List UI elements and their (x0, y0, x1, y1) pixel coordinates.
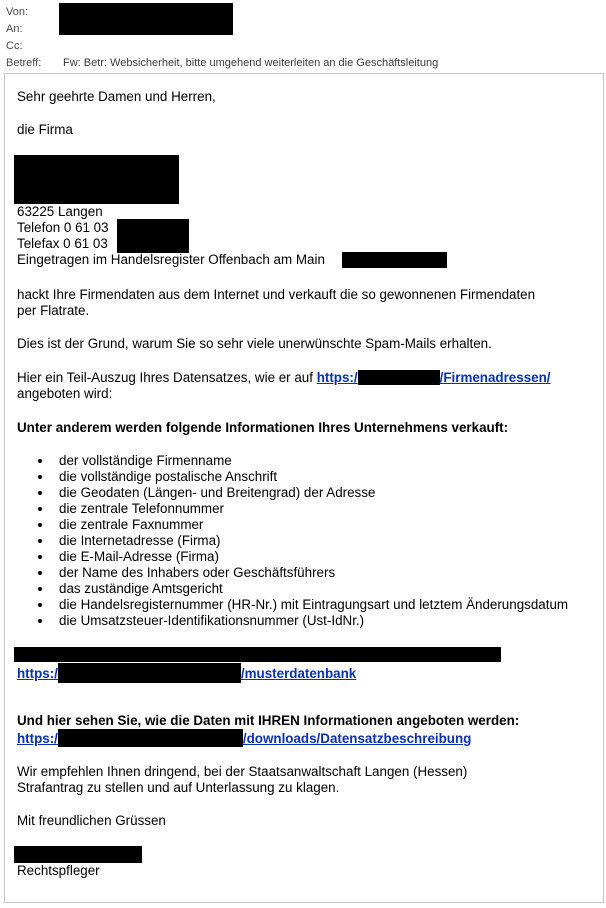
list-item: das zuständige Amtsgericht (17, 581, 568, 597)
list-item: der vollständige Firmenname (17, 453, 568, 469)
list-item: der Name des Inhabers oder Geschäftsführers (17, 565, 568, 581)
to-label: An: (6, 23, 23, 35)
list-item: die Umsatzsteuer-Identifikationsnummer (Ust-IdNr.) (17, 613, 568, 629)
bullet-icon (38, 475, 42, 479)
list-item: die zentrale Faxnummer (17, 517, 568, 533)
from-label: Von: (6, 6, 29, 18)
bullet-icon (38, 507, 42, 511)
excerpt-link[interactable]: https:/ /Firmenadressen/ (316, 370, 551, 385)
redacted-signature-name (14, 846, 142, 863)
sold-heading: Unter anderem werden folgende Informationen Ihres Unternehmens verkauft: (17, 420, 509, 435)
redacted-domain (58, 663, 241, 683)
cc-label: Cc: (6, 40, 23, 52)
redacted-line (14, 647, 501, 662)
your-data-heading: Und hier sehen Sie, wie die Daten mit IHREN Informationen angeboten werden: (17, 713, 520, 728)
subject-label: Betreff: (6, 57, 42, 69)
datensatzbeschreibung-link[interactable]: https:/ /downloads/Datensatzbeschreibung (17, 731, 472, 746)
musterdatenbank-link[interactable]: https:/ /musterdatenbank (17, 666, 356, 681)
list-item: die E-Mail-Adresse (Firma) (17, 549, 568, 565)
email-header (0, 0, 606, 72)
link2-line (17, 663, 356, 683)
redacted-company-name (14, 155, 179, 204)
excerpt-prefix: Hier ein Teil-Auszug Ihres Datensatzes, wie er auf (17, 370, 317, 385)
bullet-icon (38, 587, 42, 591)
bullet-icon (38, 571, 42, 575)
reason-text: Dies ist der Grund, warum Sie so sehr viele unerwünschte Spam-Mails erhalten. (17, 336, 492, 351)
list-item: die Geodaten (Längen- und Breitengrad) der Adresse (17, 485, 568, 501)
link3-line (17, 729, 471, 747)
intro-text: die Firma (17, 122, 73, 137)
bullet-icon (38, 459, 42, 463)
redacted-domain (358, 370, 440, 385)
advice-line-2: Strafantrag zu stellen und auf Unterlassung zu klagen. (17, 780, 340, 795)
redacted-sender-recipient (59, 3, 233, 35)
redacted-domain (58, 729, 243, 747)
redacted-register-number (342, 252, 447, 268)
claim-line-1: hackt Ihre Firmendaten aus dem Internet und verkauft die so gewonnenen Firmendaten (17, 287, 536, 302)
list-item: die Internetadresse (Firma) (17, 533, 568, 549)
fax-line: Telefax 0 61 03 (17, 236, 108, 251)
register-line: Eingetragen im Handelsregister Offenbach am Main (17, 252, 325, 267)
signature-title: Rechtspfleger (17, 863, 100, 878)
bullet-icon (38, 539, 42, 543)
bullet-icon (38, 491, 42, 495)
list-item: die vollständige postalische Anschrift (17, 469, 568, 485)
excerpt-suffix: angeboten wird: (17, 386, 113, 401)
claim-line-2: per Flatrate. (17, 303, 90, 318)
list-item: die Handelsregisternummer (HR-Nr.) mit Eintragungsart und letztem Änderungsdatum (17, 597, 568, 613)
features-list (17, 453, 568, 629)
bullet-icon (38, 523, 42, 527)
excerpt-line (17, 370, 551, 386)
bullet-icon (38, 619, 42, 623)
closing-text: Mit freundlichen Grüssen (17, 813, 166, 828)
phone-line: Telefon 0 61 03 (17, 220, 109, 235)
advice-line-1: Wir empfehlen Ihnen dringend, bei der Staatsanwaltschaft Langen (Hessen) (17, 764, 468, 779)
subject-value[interactable]: Fw: Betr: Websicherheit, bitte umgehend weiterleiten an die Geschäftsleitung (63, 57, 439, 69)
list-item: die zentrale Telefonnummer (17, 501, 568, 517)
redacted-phone-fax (117, 219, 189, 253)
greeting: Sehr geehrte Damen und Herren, (17, 89, 216, 104)
address-zip-city: 63225 Langen (17, 204, 103, 219)
bullet-icon (38, 603, 42, 607)
bullet-icon (38, 555, 42, 559)
